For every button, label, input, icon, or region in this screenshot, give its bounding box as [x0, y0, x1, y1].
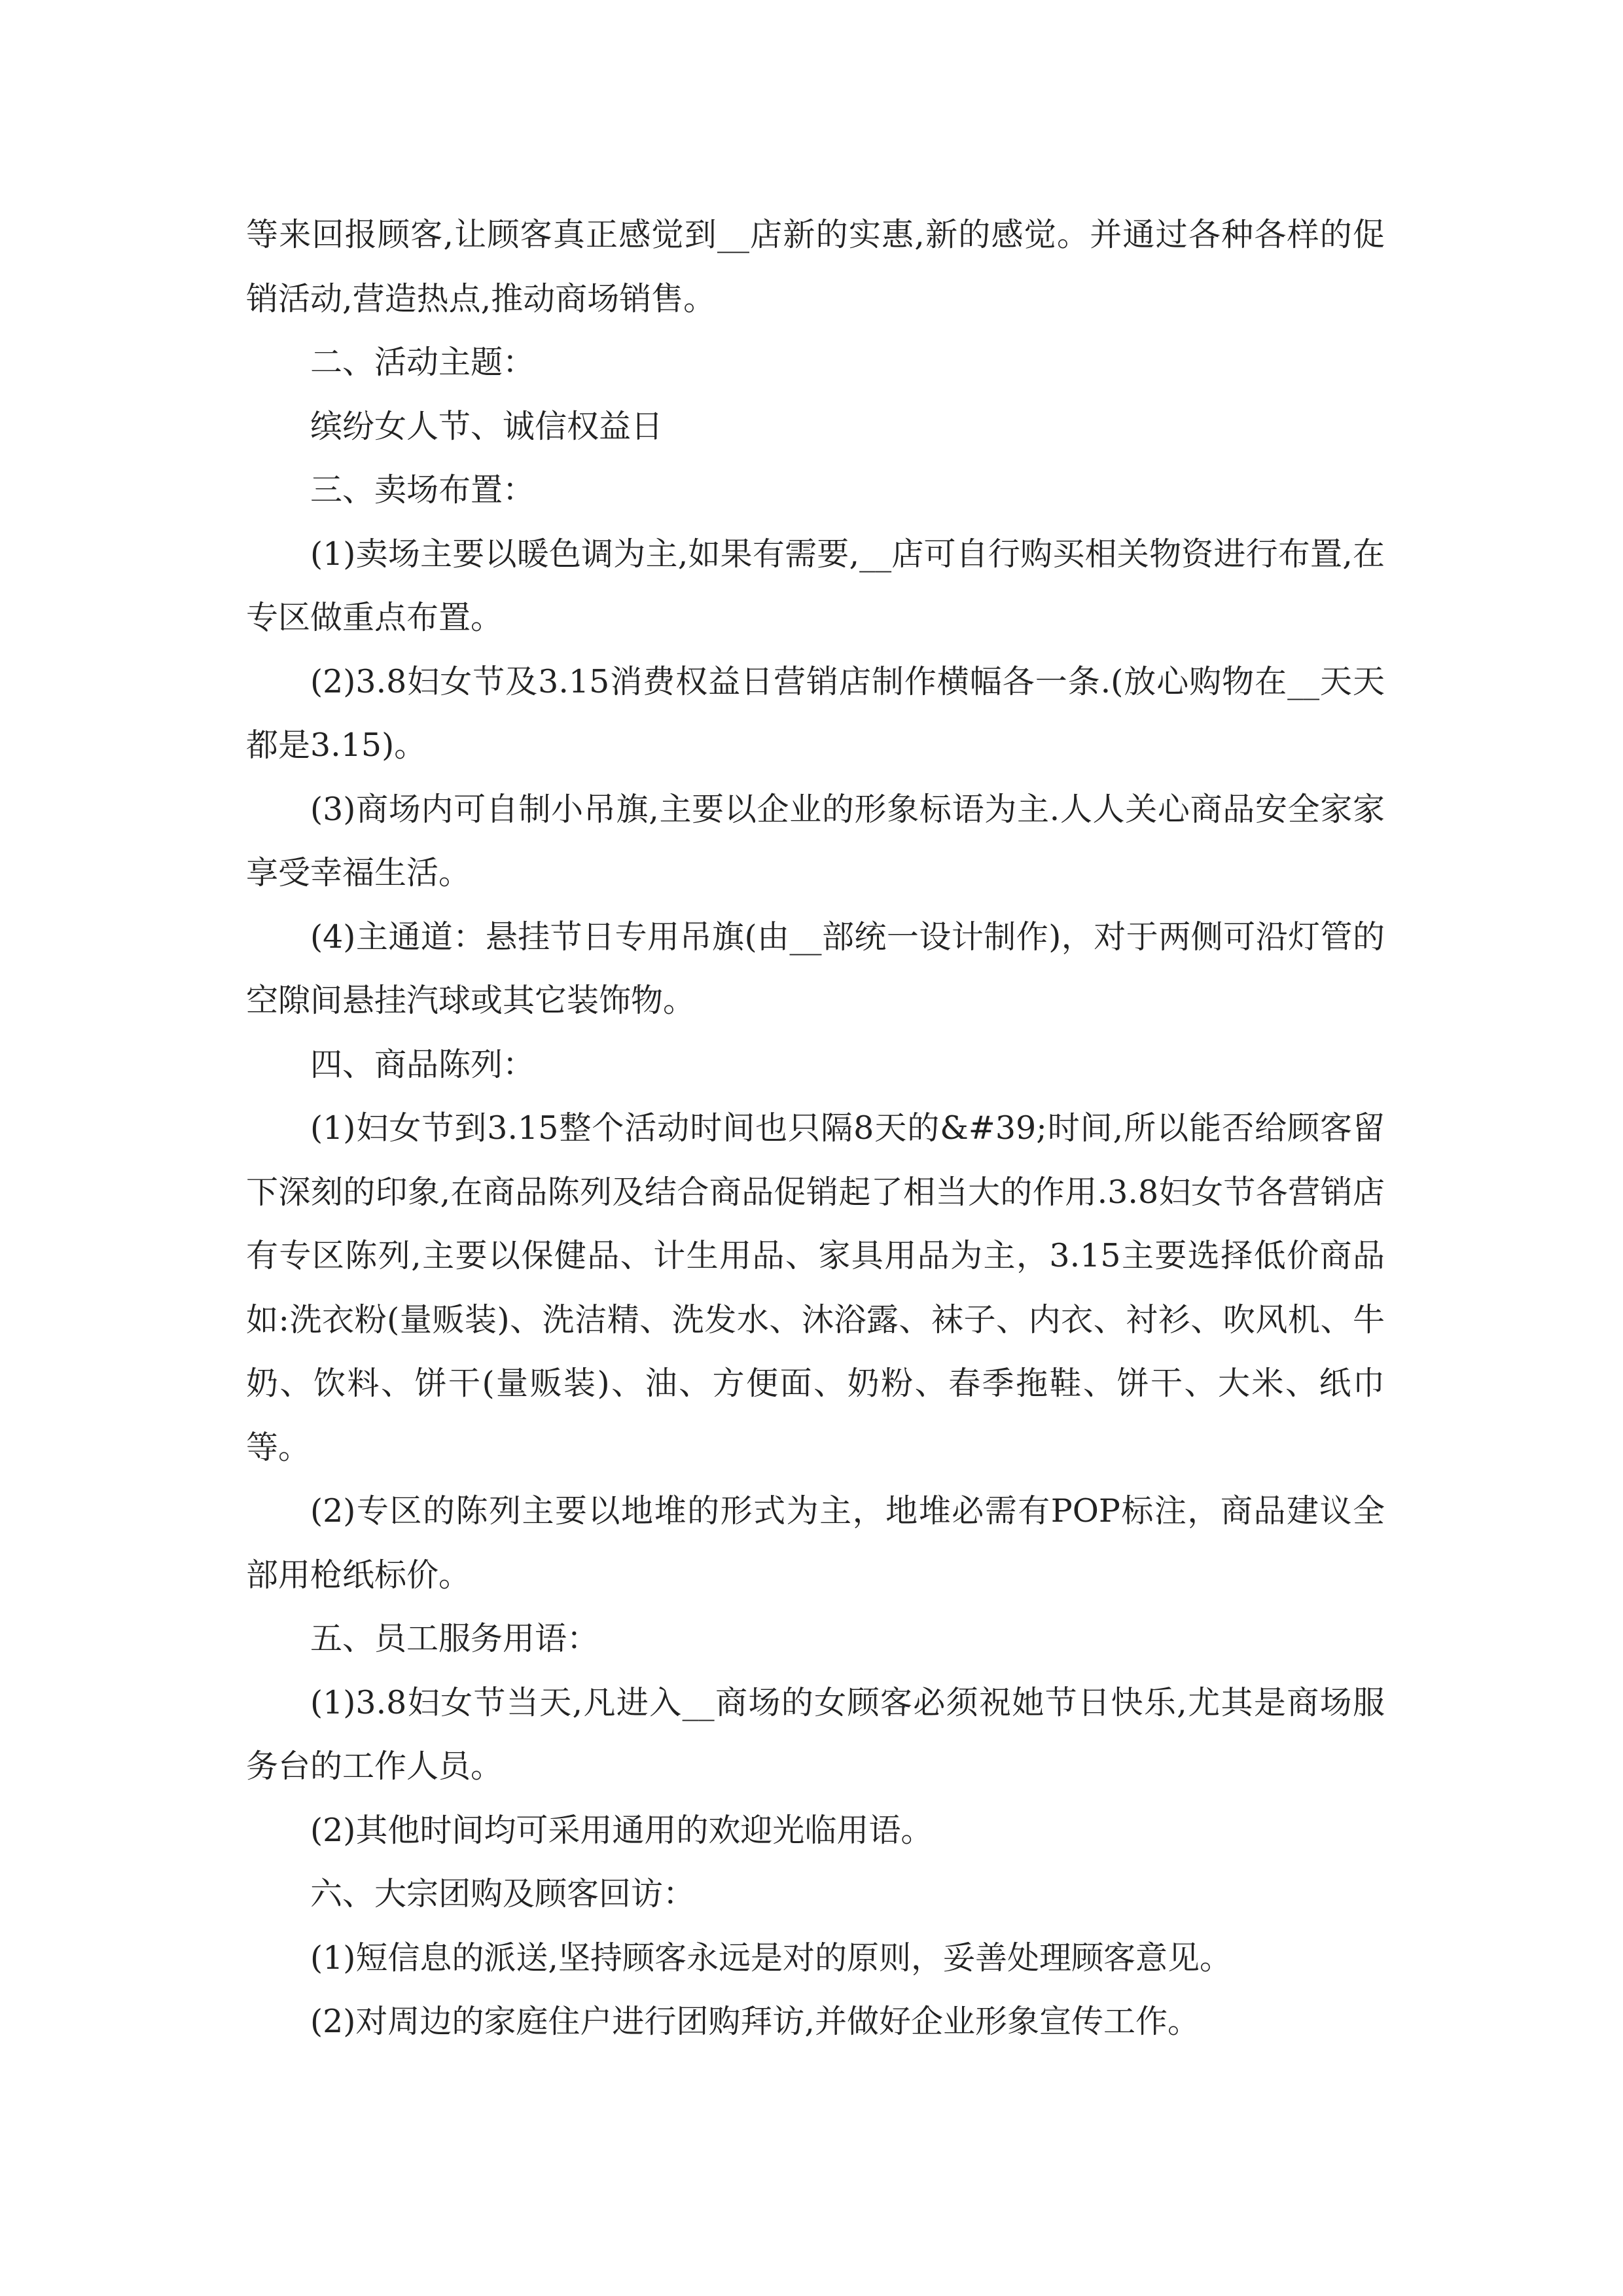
heading-staff-phrases: 五、员工服务用语： — [310, 1620, 599, 1657]
heading-store-layout: 三、卖场布置： — [310, 471, 535, 509]
heading-product-display: 四、商品陈列： — [310, 1045, 535, 1083]
paragraph-intro-continued: 等来回报顾客,让顾客真正感觉到__店新的实惠,新的感觉。并通过各种各样的促销活动,营造热点,推动商场销售。 — [246, 216, 1385, 317]
list-item-display-1: (1)妇女节到3.15整个活动时间也只隔8天的&#39;时间,所以能否给顾客留下深刻的印象,在商品陈列及结合商品促销起了相当大的作用.3.8妇女节各营销店有专区陈列,主要以保健品、计生用品、家具用品为主，3.15主要选择低价商品如:洗衣粉(量贩装)、洗洁精、洗发水、沐浴露、袜子、内衣、衬衫、吹风机、牛奶、饮料、饼干(量贩装)、油、方便面、奶粉、春季拖鞋、饼干、大米、纸巾等。 — [246, 1109, 1385, 1466]
paragraph-theme-text: 缤纷女人节、诚信权益日 — [310, 407, 664, 445]
list-item-display-2: (2)专区的陈列主要以地堆的形式为主，地堆必需有POP标注，商品建议全部用枪纸标价。 — [246, 1492, 1385, 1594]
list-item-phrases-2: (2)其他时间均可采用通用的欢迎光临用语。 — [310, 1811, 933, 1849]
list-item-group-2: (2)对周边的家庭住户进行团购拜访,并做好企业形象宣传工作。 — [310, 2003, 1200, 2040]
list-item-layout-1: (1)卖场主要以暖色调为主,如果有需要,__店可自行购买相关物资进行布置,在专区做重点布置。 — [246, 535, 1385, 636]
list-item-group-1: (1)短信息的派送,坚持顾客永远是对的原则，妥善处理顾客意见。 — [310, 1939, 1232, 1977]
list-item-layout-4: (4)主通道：悬挂节日专用吊旗(由__部统一设计制作)，对于两侧可沿灯管的空隙间悬挂汽球或其它装饰物。 — [246, 918, 1385, 1019]
heading-group-purchase: 六、大宗团购及顾客回访： — [310, 1875, 696, 1912]
list-item-phrases-1: (1)3.8妇女节当天,凡进入__商场的女顾客必须祝她节日快乐,尤其是商场服务台的工作人员。 — [246, 1683, 1385, 1785]
list-item-layout-3: (3)商场内可自制小吊旗,主要以企业的形象标语为主.人人关心商品安全家家享受幸福生活。 — [246, 790, 1385, 891]
list-item-layout-2: (2)3.8妇女节及3.15消费权益日营销店制作横幅各一条.(放心购物在__天天都是3.15)。 — [246, 662, 1385, 764]
heading-activity-theme: 二、活动主题： — [310, 344, 535, 381]
document-body — [246, 203, 1385, 2054]
